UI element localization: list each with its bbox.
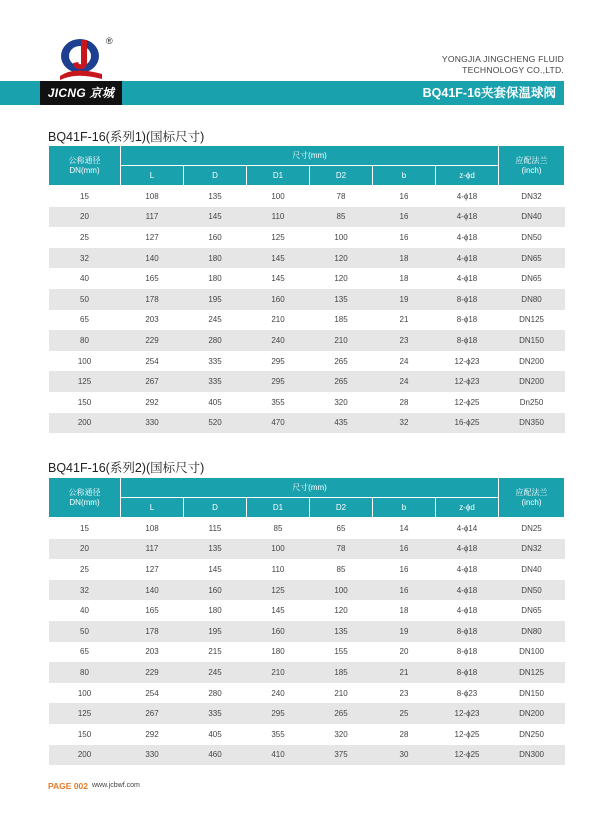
table-row — [49, 268, 565, 289]
spec-table-series2 — [48, 477, 565, 765]
company-name-line2: TECHNOLOGY CO.,LTD. — [462, 65, 564, 75]
cell-flange: DN200 — [499, 371, 565, 392]
cell-l: 165 — [121, 600, 184, 621]
cell-d1: 145 — [247, 248, 310, 269]
cell-d2: 265 — [310, 703, 373, 724]
cell-flange: DN32 — [499, 186, 565, 207]
cell-b: 16 — [373, 539, 436, 560]
cell-l: 254 — [121, 683, 184, 704]
cell-d1: 100 — [247, 186, 310, 207]
col-header-l: L — [121, 498, 184, 518]
cell-b: 16 — [373, 227, 436, 248]
cell-d: 160 — [184, 580, 247, 601]
cell-bolts: 4-ϕ18 — [436, 580, 499, 601]
cell-d2: 85 — [310, 207, 373, 228]
table-row — [49, 186, 565, 207]
cell-b: 23 — [373, 330, 436, 351]
banner-title: BQ41F-16夹套保温球阀 — [422, 86, 556, 100]
cell-flange: DN80 — [499, 621, 565, 642]
size-group-header: 尺寸(mm) — [121, 478, 499, 498]
cell-d1: 295 — [247, 703, 310, 724]
cell-d2: 135 — [310, 289, 373, 310]
cell-flange: DN200 — [499, 351, 565, 372]
cell-dn: 25 — [49, 227, 121, 248]
cell-l: 140 — [121, 580, 184, 601]
cell-d2: 375 — [310, 745, 373, 766]
cell-bolts: 8-ϕ18 — [436, 330, 499, 351]
cell-d1: 160 — [247, 289, 310, 310]
cell-d: 215 — [184, 642, 247, 663]
cell-l: 108 — [121, 518, 184, 539]
dn-header-line1: 公称通径 — [68, 155, 101, 165]
cell-d1: 100 — [247, 539, 310, 560]
cell-d: 135 — [184, 539, 247, 560]
cell-b: 21 — [373, 662, 436, 683]
cell-dn: 50 — [49, 621, 121, 642]
col-header-d1: D1 — [247, 498, 310, 518]
cell-flange: DN80 — [499, 289, 565, 310]
cell-d: 115 — [184, 518, 247, 539]
cell-flange: DN250 — [499, 724, 565, 745]
col-header-b: b — [373, 166, 436, 186]
cell-bolts: 4-ϕ18 — [436, 207, 499, 228]
cell-l: 108 — [121, 186, 184, 207]
cell-b: 16 — [373, 580, 436, 601]
cell-dn: 200 — [49, 745, 121, 766]
table-row — [49, 539, 565, 560]
cell-d1: 145 — [247, 600, 310, 621]
cell-bolts: 8-ϕ18 — [436, 310, 499, 331]
cell-flange: DN40 — [499, 559, 565, 580]
table-row — [49, 413, 565, 434]
flange-header-line1: 应配法兰 — [515, 487, 548, 497]
cell-d: 280 — [184, 330, 247, 351]
cell-l: 330 — [121, 745, 184, 766]
flange-header — [499, 478, 565, 518]
table-row — [49, 662, 565, 683]
table-row — [49, 351, 565, 372]
cell-flange: DN350 — [499, 413, 565, 434]
flange-header-line2: (inch) — [521, 165, 542, 175]
col-header-d2: D2 — [310, 498, 373, 518]
cell-bolts: 8-ϕ18 — [436, 289, 499, 310]
cell-d1: 355 — [247, 392, 310, 413]
cell-d2: 210 — [310, 330, 373, 351]
cell-d: 145 — [184, 207, 247, 228]
dn-header-line2: DN(mm) — [69, 165, 100, 175]
cell-d2: 320 — [310, 724, 373, 745]
cell-dn: 15 — [49, 186, 121, 207]
cell-d: 335 — [184, 351, 247, 372]
cell-bolts: 4-ϕ18 — [436, 186, 499, 207]
cell-d1: 145 — [247, 268, 310, 289]
table-row — [49, 703, 565, 724]
cell-dn: 25 — [49, 559, 121, 580]
cell-b: 23 — [373, 683, 436, 704]
cell-d1: 240 — [247, 330, 310, 351]
table-row — [49, 559, 565, 580]
cell-d: 335 — [184, 703, 247, 724]
table-row — [49, 207, 565, 228]
cell-d2: 100 — [310, 580, 373, 601]
cell-dn: 125 — [49, 703, 121, 724]
cell-dn: 80 — [49, 662, 121, 683]
cell-bolts: 8-ϕ18 — [436, 642, 499, 663]
table2-title: BQ41F-16(系列2)(国标尺寸) — [48, 461, 205, 475]
col-header-d1: D1 — [247, 166, 310, 186]
dn-header — [49, 478, 121, 518]
cell-d1: 160 — [247, 621, 310, 642]
cell-b: 24 — [373, 351, 436, 372]
cell-bolts: 12-ϕ25 — [436, 724, 499, 745]
cell-dn: 200 — [49, 413, 121, 434]
table-row — [49, 745, 565, 766]
cell-d2: 120 — [310, 268, 373, 289]
table-row — [49, 310, 565, 331]
company-name-line1: YONGJIA JINGCHENG FLUID — [441, 54, 564, 64]
cell-b: 25 — [373, 703, 436, 724]
cell-b: 18 — [373, 248, 436, 269]
cell-d2: 120 — [310, 600, 373, 621]
cell-b: 24 — [373, 371, 436, 392]
cell-l: 267 — [121, 703, 184, 724]
cell-flange: DN65 — [499, 248, 565, 269]
cell-d1: 110 — [247, 559, 310, 580]
cell-d: 180 — [184, 268, 247, 289]
cell-b: 18 — [373, 600, 436, 621]
cell-dn: 15 — [49, 518, 121, 539]
cell-l: 203 — [121, 310, 184, 331]
cell-d1: 210 — [247, 662, 310, 683]
table-row — [49, 683, 565, 704]
cell-d: 520 — [184, 413, 247, 434]
cell-d1: 240 — [247, 683, 310, 704]
cell-flange: DN40 — [499, 207, 565, 228]
cell-b: 16 — [373, 559, 436, 580]
flange-header-line1: 应配法兰 — [515, 155, 548, 165]
cell-bolts: 4-ϕ18 — [436, 600, 499, 621]
cell-dn: 100 — [49, 351, 121, 372]
cell-l: 254 — [121, 351, 184, 372]
cell-b: 16 — [373, 186, 436, 207]
cell-flange: DN300 — [499, 745, 565, 766]
cell-dn: 150 — [49, 724, 121, 745]
cell-b: 28 — [373, 724, 436, 745]
cell-l: 267 — [121, 371, 184, 392]
cell-flange: DN32 — [499, 539, 565, 560]
cell-d2: 85 — [310, 559, 373, 580]
cell-dn: 50 — [49, 289, 121, 310]
cell-flange: Dn250 — [499, 392, 565, 413]
cell-l: 292 — [121, 392, 184, 413]
table-row — [49, 580, 565, 601]
dn-header — [49, 146, 121, 186]
cell-dn: 20 — [49, 207, 121, 228]
cell-flange: DN150 — [499, 330, 565, 351]
cell-b: 14 — [373, 518, 436, 539]
cell-d2: 265 — [310, 351, 373, 372]
col-header-l: L — [121, 166, 184, 186]
cell-bolts: 4-ϕ18 — [436, 268, 499, 289]
table-row — [49, 227, 565, 248]
cell-d2: 155 — [310, 642, 373, 663]
cell-d1: 295 — [247, 371, 310, 392]
table-row — [49, 642, 565, 663]
cell-l: 127 — [121, 227, 184, 248]
cell-d: 195 — [184, 621, 247, 642]
flange-header-line2: (inch) — [521, 497, 542, 507]
cell-d: 280 — [184, 683, 247, 704]
cell-bolts: 12-ϕ23 — [436, 703, 499, 724]
cell-d1: 125 — [247, 227, 310, 248]
table-row — [49, 600, 565, 621]
cell-l: 140 — [121, 248, 184, 269]
table-row — [49, 724, 565, 745]
cell-flange: DN50 — [499, 227, 565, 248]
cell-d1: 85 — [247, 518, 310, 539]
brand-tab: JICNG 京城 — [40, 81, 122, 105]
col-header-b: b — [373, 498, 436, 518]
cell-d1: 210 — [247, 310, 310, 331]
registered-mark: ® — [106, 36, 113, 46]
col-header-d: D — [184, 498, 247, 518]
cell-dn: 150 — [49, 392, 121, 413]
col-header-d: D — [184, 166, 247, 186]
cell-d1: 470 — [247, 413, 310, 434]
cell-d1: 180 — [247, 642, 310, 663]
cell-d: 145 — [184, 559, 247, 580]
cell-d: 335 — [184, 371, 247, 392]
cell-d1: 125 — [247, 580, 310, 601]
cell-d: 460 — [184, 745, 247, 766]
cell-b: 21 — [373, 310, 436, 331]
cell-bolts: 12-ϕ25 — [436, 392, 499, 413]
cell-bolts: 4-ϕ18 — [436, 248, 499, 269]
cell-flange: DN65 — [499, 600, 565, 621]
cell-bolts: 16-ϕ25 — [436, 413, 499, 434]
cell-d: 195 — [184, 289, 247, 310]
col-header-bolts: z-ϕd — [436, 166, 499, 186]
cell-l: 127 — [121, 559, 184, 580]
cell-dn: 125 — [49, 371, 121, 392]
cell-flange: DN25 — [499, 518, 565, 539]
cell-d1: 110 — [247, 207, 310, 228]
cell-d: 135 — [184, 186, 247, 207]
cell-l: 330 — [121, 413, 184, 434]
cell-flange: DN200 — [499, 703, 565, 724]
col-header-d2: D2 — [310, 166, 373, 186]
cell-bolts: 8-ϕ23 — [436, 683, 499, 704]
table-row — [49, 248, 565, 269]
cell-dn: 32 — [49, 580, 121, 601]
page-number: PAGE 002 — [48, 781, 89, 791]
cell-b: 19 — [373, 289, 436, 310]
cell-bolts: 4-ϕ14 — [436, 518, 499, 539]
cell-d2: 320 — [310, 392, 373, 413]
cell-bolts: 12-ϕ25 — [436, 745, 499, 766]
cell-flange: DN100 — [499, 642, 565, 663]
cell-b: 28 — [373, 392, 436, 413]
cell-d2: 78 — [310, 539, 373, 560]
cell-d: 160 — [184, 227, 247, 248]
cell-l: 229 — [121, 330, 184, 351]
cell-dn: 65 — [49, 310, 121, 331]
cell-flange: DN125 — [499, 310, 565, 331]
cell-d2: 135 — [310, 621, 373, 642]
size-group-header: 尺寸(mm) — [121, 146, 499, 166]
cell-dn: 100 — [49, 683, 121, 704]
cell-l: 117 — [121, 539, 184, 560]
cell-flange: DN65 — [499, 268, 565, 289]
spec-table-series1 — [48, 145, 565, 433]
cell-l: 292 — [121, 724, 184, 745]
cell-d: 405 — [184, 392, 247, 413]
cell-bolts: 4-ϕ18 — [436, 539, 499, 560]
cell-bolts: 8-ϕ18 — [436, 621, 499, 642]
company-logo — [56, 36, 106, 82]
cell-b: 32 — [373, 413, 436, 434]
cell-bolts: 8-ϕ18 — [436, 662, 499, 683]
cell-b: 20 — [373, 642, 436, 663]
cell-d: 405 — [184, 724, 247, 745]
cell-dn: 32 — [49, 248, 121, 269]
cell-b: 19 — [373, 621, 436, 642]
cell-l: 229 — [121, 662, 184, 683]
table-row — [49, 621, 565, 642]
table-row — [49, 518, 565, 539]
col-header-bolts: z-ϕd — [436, 498, 499, 518]
cell-l: 203 — [121, 642, 184, 663]
cell-d2: 120 — [310, 248, 373, 269]
cell-b: 30 — [373, 745, 436, 766]
cell-dn: 20 — [49, 539, 121, 560]
website-url: www.jcbwf.com — [92, 782, 140, 789]
flange-header — [499, 146, 565, 186]
cell-b: 16 — [373, 207, 436, 228]
cell-bolts: 4-ϕ18 — [436, 559, 499, 580]
cell-l: 178 — [121, 621, 184, 642]
cell-flange: DN150 — [499, 683, 565, 704]
cell-d1: 410 — [247, 745, 310, 766]
cell-bolts: 12-ϕ23 — [436, 351, 499, 372]
cell-d2: 100 — [310, 227, 373, 248]
cell-bolts: 4-ϕ18 — [436, 227, 499, 248]
cell-dn: 65 — [49, 642, 121, 663]
cell-d: 180 — [184, 248, 247, 269]
cell-d2: 78 — [310, 186, 373, 207]
cell-flange: DN50 — [499, 580, 565, 601]
table-row — [49, 392, 565, 413]
cell-dn: 40 — [49, 600, 121, 621]
cell-d: 180 — [184, 600, 247, 621]
cell-d2: 265 — [310, 371, 373, 392]
cell-l: 165 — [121, 268, 184, 289]
dn-header-line2: DN(mm) — [69, 497, 100, 507]
cell-d2: 435 — [310, 413, 373, 434]
dn-header-line1: 公称通径 — [68, 487, 101, 497]
table-row — [49, 289, 565, 310]
cell-l: 178 — [121, 289, 184, 310]
cell-d1: 355 — [247, 724, 310, 745]
cell-l: 117 — [121, 207, 184, 228]
table-row — [49, 371, 565, 392]
cell-d2: 210 — [310, 683, 373, 704]
cell-dn: 80 — [49, 330, 121, 351]
cell-d: 245 — [184, 662, 247, 683]
table-row — [49, 330, 565, 351]
cell-d2: 185 — [310, 662, 373, 683]
cell-flange: DN125 — [499, 662, 565, 683]
cell-d2: 65 — [310, 518, 373, 539]
company-name — [442, 54, 564, 76]
cell-dn: 40 — [49, 268, 121, 289]
table1-title: BQ41F-16(系列1)(国标尺寸) — [48, 130, 205, 144]
cell-d2: 185 — [310, 310, 373, 331]
cell-d1: 295 — [247, 351, 310, 372]
cell-b: 18 — [373, 268, 436, 289]
cell-d: 245 — [184, 310, 247, 331]
cell-bolts: 12-ϕ23 — [436, 371, 499, 392]
